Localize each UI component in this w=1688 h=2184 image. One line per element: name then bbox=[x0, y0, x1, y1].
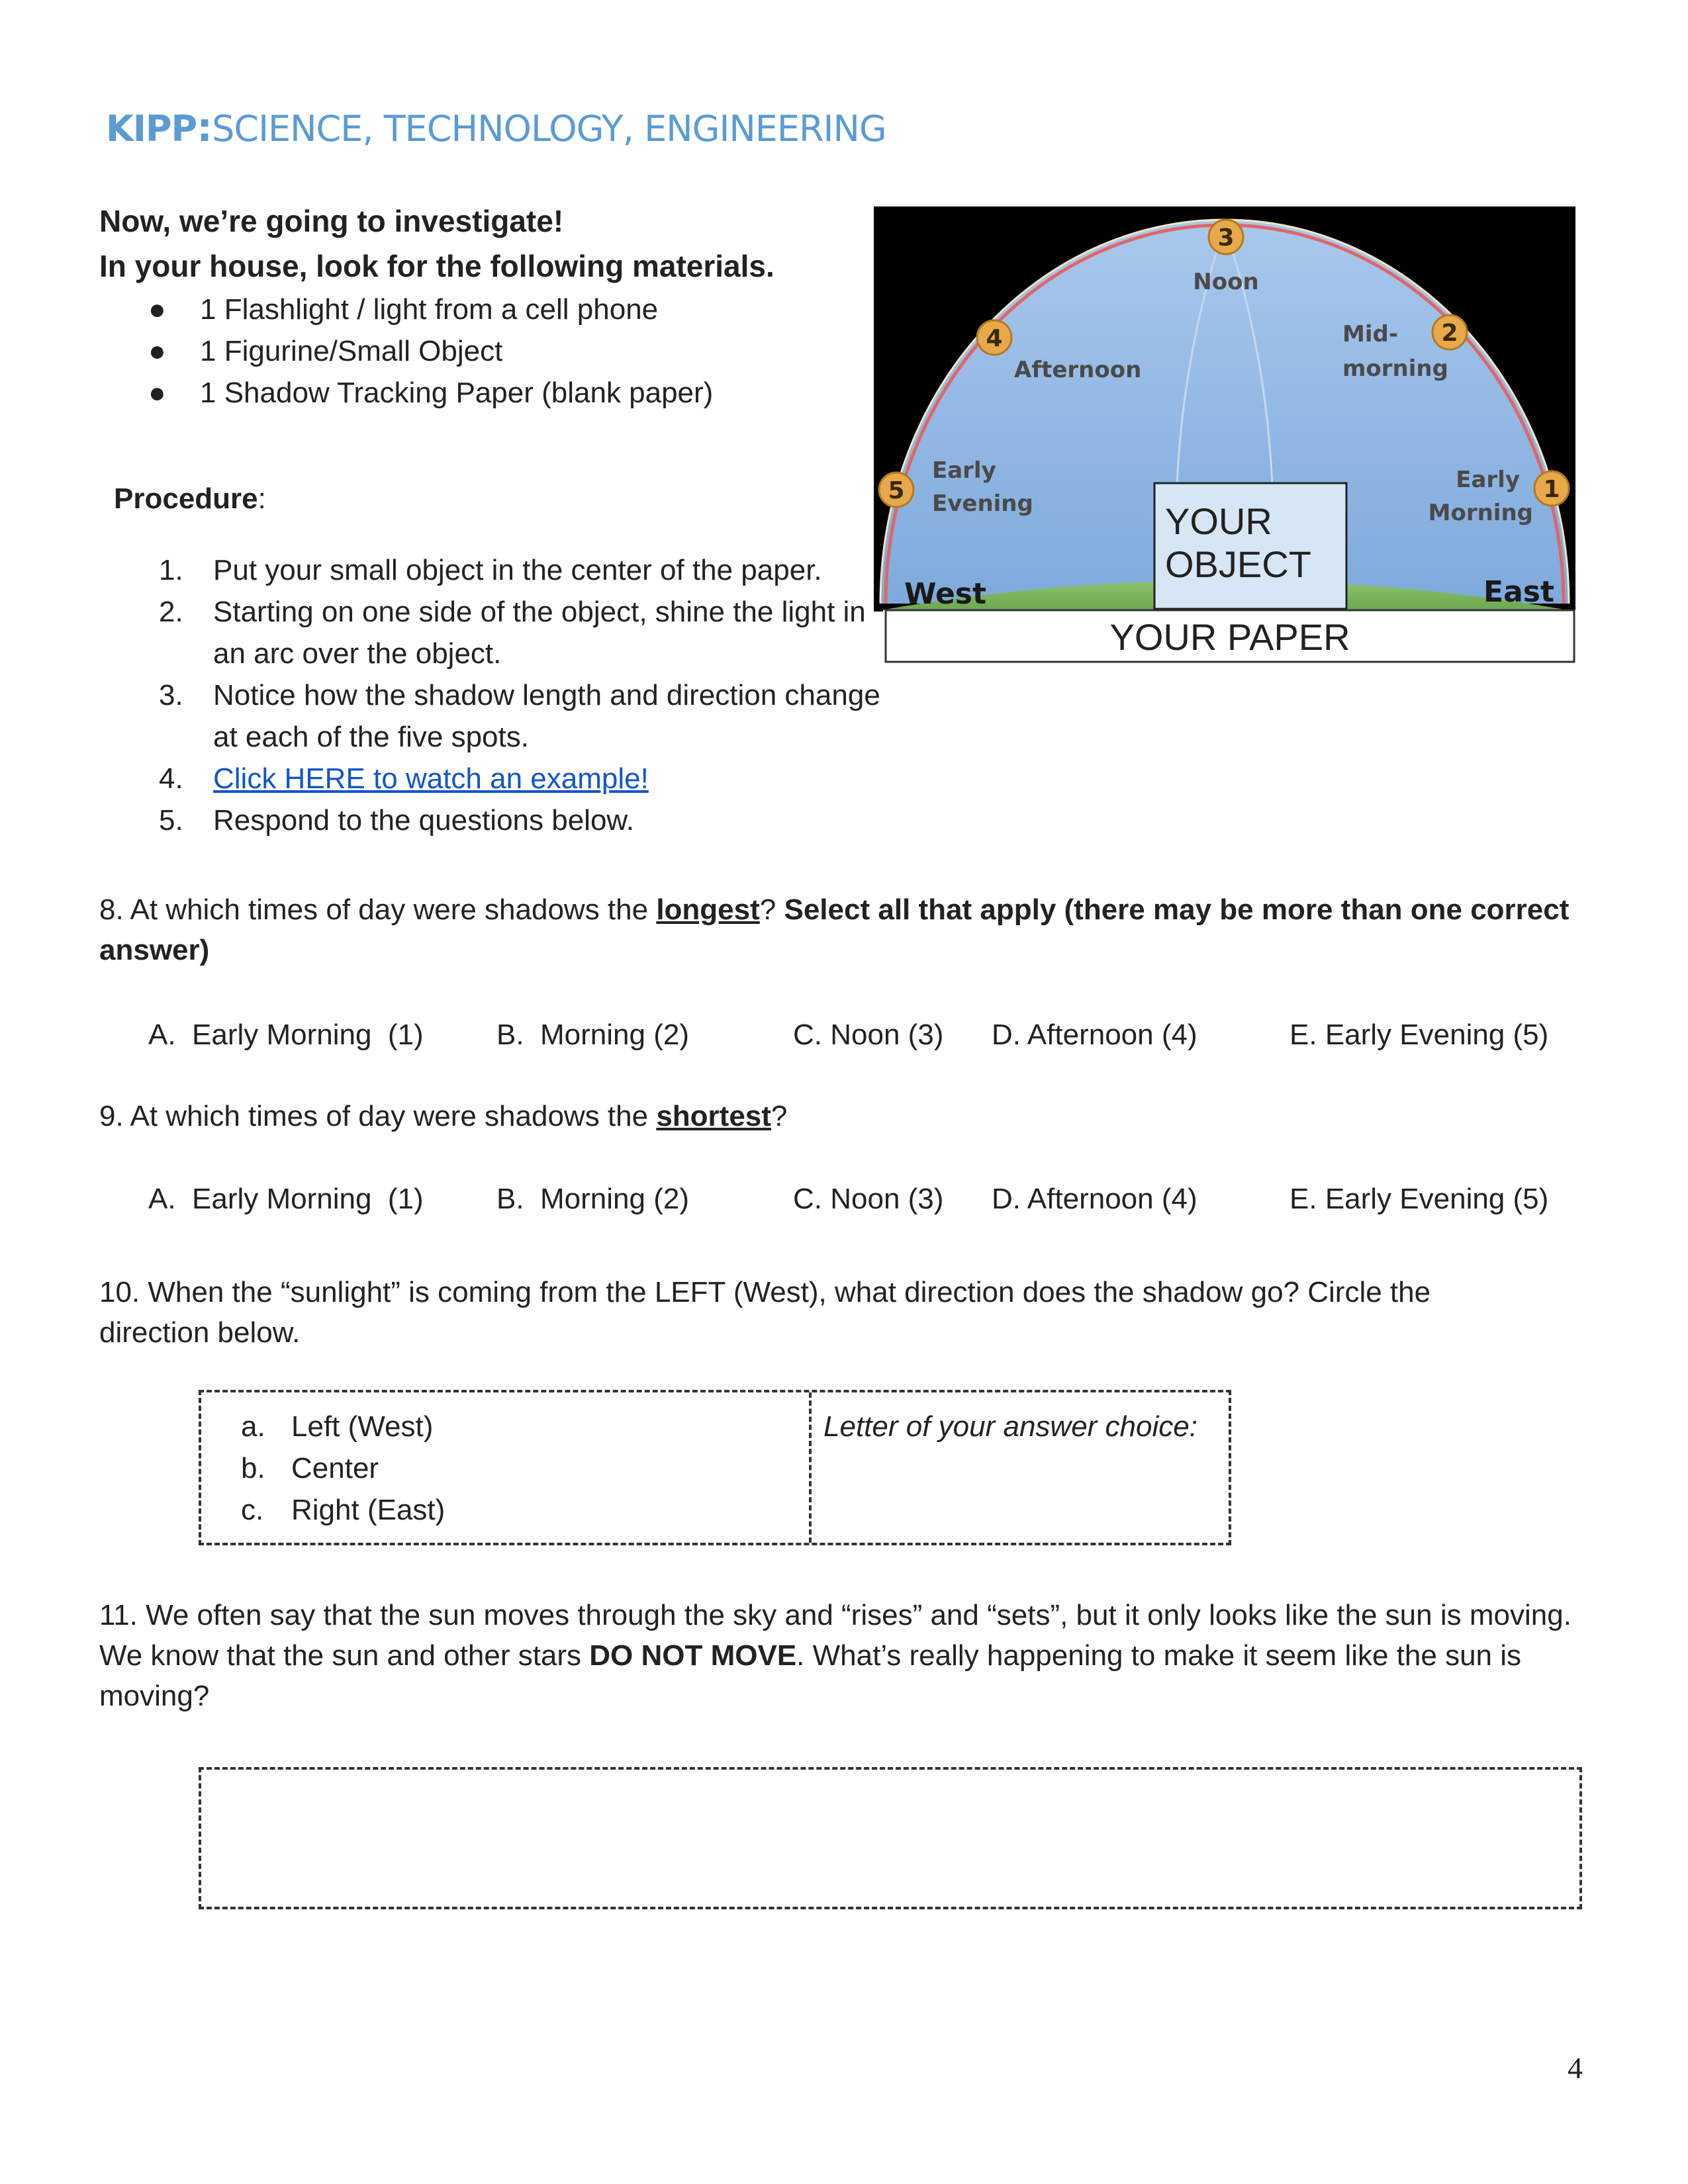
early-evening-label-line-2: Evening bbox=[932, 490, 1033, 517]
q8-choice-a[interactable]: A. Early Morning (1) bbox=[148, 1019, 424, 1051]
materials-item: ● 1 Flashlight / light from a cell phone bbox=[99, 289, 861, 330]
q9-choice-a[interactable]: A. Early Morning (1) bbox=[148, 1183, 424, 1215]
q9-emphasis: shortest bbox=[656, 1100, 771, 1132]
procedure-heading-label: Procedure bbox=[114, 482, 258, 515]
q10-answer-box bbox=[199, 1390, 1231, 1545]
west-label: West bbox=[904, 577, 987, 611]
your-paper-label: YOUR PAPER bbox=[1109, 616, 1350, 658]
q9-choices bbox=[148, 1178, 1605, 1224]
east-label: East bbox=[1483, 575, 1554, 609]
q8-instruction: Select all that apply (there may be more than one correct answer) bbox=[99, 893, 1570, 966]
q8-emphasis: longest bbox=[656, 893, 760, 926]
procedure-step: 3. Notice how the shadow length and direction change at each of the five spots. bbox=[159, 679, 880, 753]
bullet-icon: ● bbox=[148, 293, 166, 326]
sun-position-marker-3 bbox=[1209, 220, 1243, 254]
procedure-step: 4. Click HERE to watch an example! bbox=[159, 762, 649, 795]
q11-emphasis: DO NOT MOVE bbox=[589, 1639, 797, 1672]
q11-answer-box[interactable] bbox=[199, 1767, 1582, 1909]
bullet-icon: ● bbox=[148, 335, 166, 367]
q10-option-b[interactable]: b. Center bbox=[241, 1452, 379, 1484]
question-8: 8. At which times of day were shadows the longest? Select all that apply (there may be more than one correct answer) bbox=[99, 893, 1570, 966]
q9-choice-c[interactable]: C. Noon (3) bbox=[793, 1183, 944, 1215]
header-colon: : bbox=[197, 105, 212, 151]
procedure-step: 1. Put your small object in the center of the paper. bbox=[159, 554, 822, 586]
procedure-step: 2. Starting on one side of the object, shine the light in an arc over the object. bbox=[159, 596, 866, 670]
your-object-label-line-1: YOUR bbox=[1165, 500, 1272, 542]
q8-choice-b[interactable]: B. Morning (2) bbox=[496, 1019, 689, 1051]
sun-arc-illustration bbox=[874, 206, 1575, 663]
svg-text:5: 5 bbox=[888, 477, 905, 504]
svg-text:1: 1 bbox=[1543, 476, 1560, 503]
q8-choice-d[interactable]: D. Afternoon (4) bbox=[992, 1019, 1197, 1051]
materials-item: ● 1 Figurine/Small Object bbox=[99, 330, 861, 372]
early-morning-label-line-1: Early bbox=[1456, 467, 1520, 493]
example-video-link[interactable]: Click HERE to watch an example! bbox=[213, 762, 649, 795]
intro-text bbox=[99, 199, 861, 289]
q10-answer-label[interactable]: Letter of your answer choice: bbox=[823, 1410, 1197, 1443]
early-evening-label-line-1: Early bbox=[932, 457, 996, 484]
question-9: 9. At which times of day were shadows the shortest? bbox=[99, 1100, 788, 1132]
q8-choice-e[interactable]: E. Early Evening (5) bbox=[1289, 1019, 1549, 1051]
intro-line-1: Now, we’re going to investigate! bbox=[99, 204, 564, 238]
sun-position-marker-1 bbox=[1534, 471, 1569, 506]
mid-morning-label-line-1: Mid- bbox=[1342, 321, 1398, 347]
intro-line-2: In your house, look for the following materials. bbox=[99, 249, 774, 283]
afternoon-label: Afternoon bbox=[1014, 357, 1142, 383]
q8-choice-c[interactable]: C. Noon (3) bbox=[793, 1019, 944, 1051]
header-brand: KIPP bbox=[106, 108, 197, 150]
q9-choice-e[interactable]: E. Early Evening (5) bbox=[1289, 1183, 1549, 1215]
mid-morning-label-line-2: morning bbox=[1342, 355, 1448, 382]
q9-choice-d[interactable]: D. Afternoon (4) bbox=[992, 1183, 1197, 1215]
sun-position-diagram bbox=[874, 206, 1575, 663]
sun-position-marker-4 bbox=[977, 320, 1011, 355]
q8-choices bbox=[148, 1014, 1605, 1060]
question-11: 11. We often say that the sun moves through the sky and “rises” and “sets”, but it only looks like the sun is moving. We know that the sun and other stars DO NOT MOVE. What’s really happening to make it seem like the sun is moving? bbox=[99, 1599, 1571, 1712]
noon-label: Noon bbox=[1193, 269, 1259, 295]
bullet-icon: ● bbox=[148, 377, 166, 409]
q10-option-a[interactable]: a. Left (West) bbox=[241, 1410, 434, 1443]
svg-text:2: 2 bbox=[1441, 320, 1458, 347]
early-morning-label-line-2: Morning bbox=[1428, 500, 1533, 526]
question-10: 10. When the “sunlight” is coming from the LEFT (West), what direction does the shadow go? Circle the direction below. bbox=[99, 1276, 1431, 1349]
materials-item: ● 1 Shadow Tracking Paper (blank paper) bbox=[99, 372, 861, 414]
procedure-heading: Procedure: bbox=[114, 482, 266, 515]
sun-position-marker-5 bbox=[879, 473, 914, 507]
procedure-steps bbox=[159, 549, 887, 841]
q10-box-divider bbox=[809, 1392, 812, 1543]
sun-position-marker-2 bbox=[1432, 315, 1467, 349]
header-title: SCIENCE, TECHNOLOGY, ENGINEERING bbox=[212, 108, 886, 150]
worksheet-header bbox=[106, 99, 886, 157]
page-number: 4 bbox=[1568, 2051, 1583, 2085]
q9-choice-b[interactable]: B. Morning (2) bbox=[496, 1183, 689, 1215]
svg-text:3: 3 bbox=[1217, 224, 1235, 251]
q10-options bbox=[241, 1406, 445, 1531]
svg-text:4: 4 bbox=[986, 325, 1003, 352]
materials-list bbox=[99, 289, 861, 414]
q10-option-c[interactable]: c. Right (East) bbox=[241, 1494, 445, 1526]
your-object-label-line-2: OBJECT bbox=[1165, 543, 1311, 585]
procedure-step: 5. Respond to the questions below. bbox=[159, 804, 635, 837]
